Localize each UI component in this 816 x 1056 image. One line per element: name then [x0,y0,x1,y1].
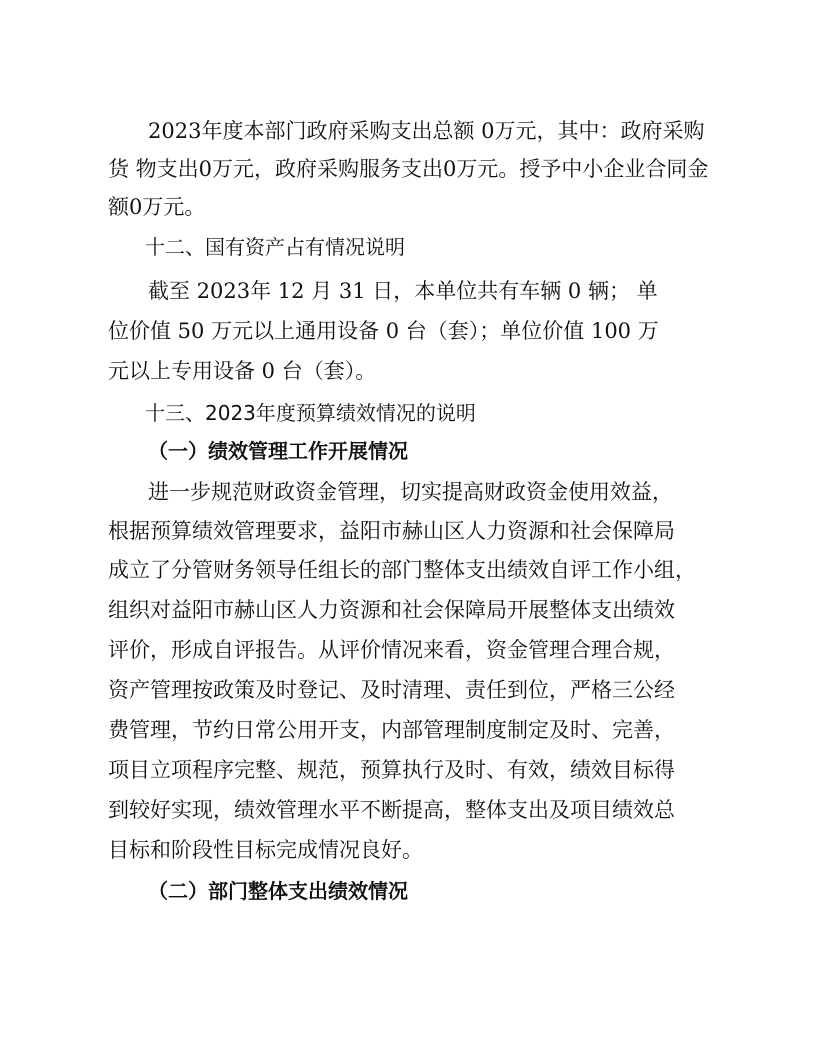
performance-line-4: 组织对益阳市赫山区人力资源和社会保障局开展整体支出绩效 [108,598,675,622]
procurement-line-1: 2023年度本部门政府采购支出总额 0万元，其中：政府采购 [148,119,705,143]
performance-line-9: 到较好实现，绩效管理水平不断提高，整体支出及项目绩效总 [108,798,675,822]
performance-line-10: 目标和阶段性目标完成情况良好。 [108,838,423,862]
performance-line-1: 进一步规范财政资金管理，切实提高财政资金使用效益， [148,480,673,504]
assets-line-2: 位价值 50 万元以上通用设备 0 台（套）；单位价值 100 万 [108,319,659,343]
performance-line-6: 资产管理按政策及时登记、及时清理、责任到位，严格三公经 [108,678,675,702]
subheading-overall-expenditure: （二）部门整体支出绩效情况 [148,879,408,903]
assets-line-1: 截至 2023年 12 月 31 日，本单位共有车辆 0 辆； 单 [148,279,658,303]
performance-line-5: 评价，形成自评报告。从评价情况来看，资金管理合理合规， [108,638,675,662]
performance-line-8: 项目立项程序完整、规范，预算执行及时、有效，绩效目标得 [108,758,675,782]
procurement-line-3: 额0万元。 [108,195,206,219]
subheading-performance-management: （一）绩效管理工作开展情况 [148,439,408,463]
performance-line-3: 成立了分管财务领导任组长的部门整体支出绩效自评工作小组， [108,558,696,582]
section-13-heading: 十三、2023年度预算绩效情况的说明 [145,401,476,425]
assets-line-3: 元以上专用设备 0 台（套）。 [108,359,377,383]
performance-line-7: 费管理，节约日常公用开支，内部管理制度制定及时、完善， [108,718,675,742]
performance-line-2: 根据预算绩效管理要求，益阳市赫山区人力资源和社会保障局 [108,519,675,543]
section-12-heading: 十二、国有资产占有情况说明 [145,235,405,259]
procurement-line-2: 货 物支出0万元，政府采购服务支出0万元。授予中小企业合同金 [108,157,709,181]
